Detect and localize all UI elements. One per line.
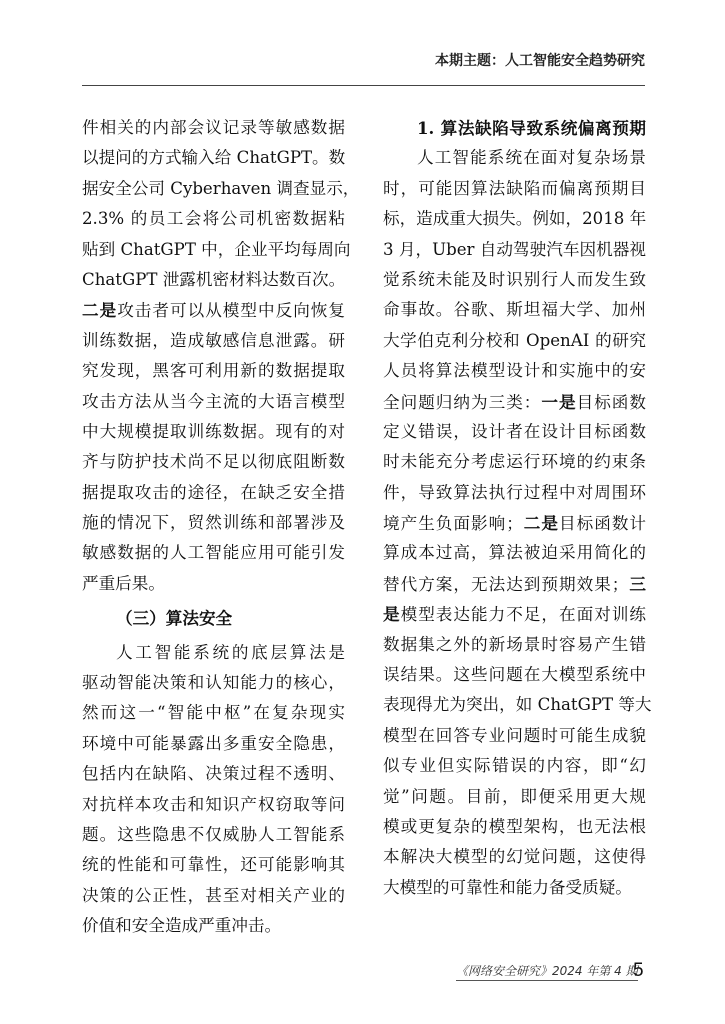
text-segment: 表现得尤为突出，如 ChatGPT 等大 [383, 695, 652, 715]
text-line [383, 630, 646, 660]
text-segment: 敏感数据的人工智能应用可能引发 [82, 543, 345, 563]
text-line [82, 850, 345, 880]
text-segment: 攻击者可以从模型中反向恢复 [117, 301, 346, 321]
text-line [82, 143, 345, 173]
text-line [383, 812, 646, 842]
text-line [383, 842, 646, 872]
section-heading [82, 603, 345, 633]
text-line [383, 690, 652, 720]
text-segment: 模型表达能力不足，在面对训练 [400, 605, 647, 625]
text-line [82, 790, 345, 820]
text-line [82, 729, 345, 759]
text-segment: 算成本过高，算法被迫采用简化的 [383, 543, 646, 563]
text-segment: 以提问的方式输入给 ChatGPT。数 [82, 148, 346, 168]
text-line [82, 356, 345, 386]
text-segment: 题。这些隐患不仅威胁人工智能系 [82, 824, 345, 844]
text-line [82, 820, 345, 850]
text-segment: 误结果。这些问题在大模型系统中 [383, 665, 646, 685]
text-segment: 境产生负面影响； [383, 514, 523, 534]
bold-text: 三 [628, 573, 647, 594]
text-segment: 模或更复杂的模型架构，也无法根 [383, 816, 646, 836]
page-number: 5 [633, 960, 644, 981]
text-line [82, 508, 345, 538]
text-line [82, 569, 345, 599]
text-line [383, 447, 646, 477]
text-line [82, 387, 345, 417]
bold-text: 二是 [522, 513, 560, 534]
footer-journal: 《网络安全研究》2024 年第 4 期 [456, 962, 638, 981]
text-line [383, 508, 646, 538]
text-line [82, 478, 345, 508]
text-line [82, 698, 345, 728]
text-segment: 1. 算法缺陷导致系统偏离预期 [417, 118, 646, 138]
text-segment: 施的情况下，贸然训练和部署涉及 [82, 513, 345, 533]
text-segment: 定义错误，设计者在设计目标函数 [383, 421, 646, 441]
text-segment: 时，可能因算法缺陷而偏离预期目 [383, 178, 646, 198]
text-line [383, 295, 646, 325]
text-segment: 大模型的可靠性和能力备受质疑。 [383, 877, 632, 897]
text-segment: 据提取攻击的途径，在缺乏安全措 [82, 482, 345, 502]
text-segment: 决策的公正性，甚至对相关产业的 [82, 885, 345, 905]
text-line [383, 235, 646, 265]
text-segment: 觉系统未能及时识别行人而发生致 [383, 269, 646, 289]
text-segment: 件，导致算法执行过程中对周围环 [383, 482, 646, 502]
text-line [383, 387, 646, 417]
text-segment: 目标函数计 [559, 514, 647, 534]
right-column [383, 113, 652, 903]
text-line [383, 873, 646, 903]
text-segment: 价值和安全造成严重冲击。 [82, 916, 282, 936]
text-segment: 数据集之外的新场景时容易产生错 [383, 634, 646, 654]
bold-text: 是 [383, 604, 401, 625]
text-line [383, 417, 646, 447]
text-line [82, 326, 345, 356]
text-segment: 对抗样本攻击和知识产权窃取等问 [82, 794, 345, 814]
text-line [82, 881, 345, 911]
text-segment: 统的性能和可靠性，还可能影响其 [82, 855, 345, 875]
text-segment: 严重后果。 [82, 573, 165, 593]
section-heading [383, 113, 646, 143]
bold-text: 一是 [541, 391, 577, 412]
text-segment: 时未能充分考虑运行环境的约束条 [383, 452, 646, 472]
text-line [383, 599, 646, 629]
running-header: 本期主题：人工智能安全趋势研究 [435, 53, 645, 69]
text-segment: 然而这一“智能中枢”在复杂现实 [82, 703, 345, 723]
text-segment: 环境中可能暴露出多重安全隐患， [82, 733, 345, 753]
text-segment: 似专业但实际错误的内容，即“幻 [383, 756, 646, 776]
text-line [82, 447, 345, 477]
text-line [82, 295, 345, 325]
text-line [82, 204, 345, 234]
text-line [82, 265, 345, 295]
text-line [82, 538, 345, 568]
text-line [383, 660, 646, 690]
text-segment: 驱动智能决策和认知能力的核心， [82, 673, 345, 693]
text-line [383, 143, 646, 173]
text-line [383, 204, 646, 234]
text-segment: 人工智能系统的底层算法是 [116, 642, 345, 662]
text-line [383, 569, 646, 599]
text-segment: 人工智能系统在面对复杂场景 [417, 148, 646, 168]
header-rule [82, 85, 645, 86]
text-segment: 大学伯克利分校和 OpenAI 的研究 [383, 330, 646, 350]
text-segment: 命事故。谷歌、斯坦福大学、加州 [383, 300, 646, 320]
text-segment: 攻击方法从当今主流的大语言模型 [82, 391, 345, 411]
text-segment: 包括内在缺陷、决策过程不透明、 [82, 764, 345, 784]
text-line [82, 235, 351, 265]
bold-text: 二是 [82, 300, 118, 321]
text-segment: 齐与防护技术尚不足以彻底阻断数 [82, 452, 345, 472]
text-line [82, 911, 345, 941]
text-segment: 本解决大模型的幻觉问题，这使得 [383, 847, 646, 867]
text-line [82, 638, 345, 668]
text-line [383, 782, 646, 812]
text-segment: 贴到 ChatGPT 中，企业平均每周向 [82, 239, 351, 259]
text-segment: 人员将算法模型设计和实施中的安 [383, 361, 646, 381]
text-line [383, 326, 646, 356]
text-line [383, 538, 646, 568]
text-segment: 据安全公司 Cyberhaven 调查显示， [82, 178, 360, 198]
text-line [383, 356, 646, 386]
text-segment: 3 月，Uber 自动驾驶汽车因机器视 [383, 239, 646, 259]
text-line [383, 478, 646, 508]
text-segment: 模型在回答专业问题时可能生成貌 [383, 725, 646, 745]
text-line [82, 668, 345, 698]
text-segment: 标，造成重大损失。例如，2018 年 [383, 209, 647, 229]
text-line [82, 113, 345, 143]
text-segment: 目标函数 [576, 392, 647, 412]
text-line [383, 721, 646, 751]
text-line [383, 265, 646, 295]
text-segment: 件相关的内部会议记录等敏感数据 [82, 118, 345, 137]
text-line [383, 174, 646, 204]
text-segment: 训练数据，造成敏感信息泄露。研 [82, 330, 345, 350]
text-segment: 究发现，黑客可利用新的数据提取 [82, 361, 345, 381]
text-segment: 中大规模提取训练数据。现有的对 [82, 421, 345, 441]
text-line [383, 751, 646, 781]
left-column [82, 113, 360, 942]
text-line [82, 759, 345, 789]
text-segment: 觉”问题。目前，即便采用更大规 [383, 786, 646, 806]
text-segment: 全问题归纳为三类： [383, 392, 542, 412]
text-segment: （三）算法安全 [116, 608, 233, 629]
text-segment: 替代方案，无法达到预期效果； [383, 574, 629, 594]
text-segment: ChatGPT 泄露机密材料达数百次。 [82, 269, 346, 289]
text-segment: 2.3% 的员工会将公司机密数据粘 [82, 209, 345, 229]
text-line [82, 417, 345, 447]
text-line [82, 174, 360, 204]
